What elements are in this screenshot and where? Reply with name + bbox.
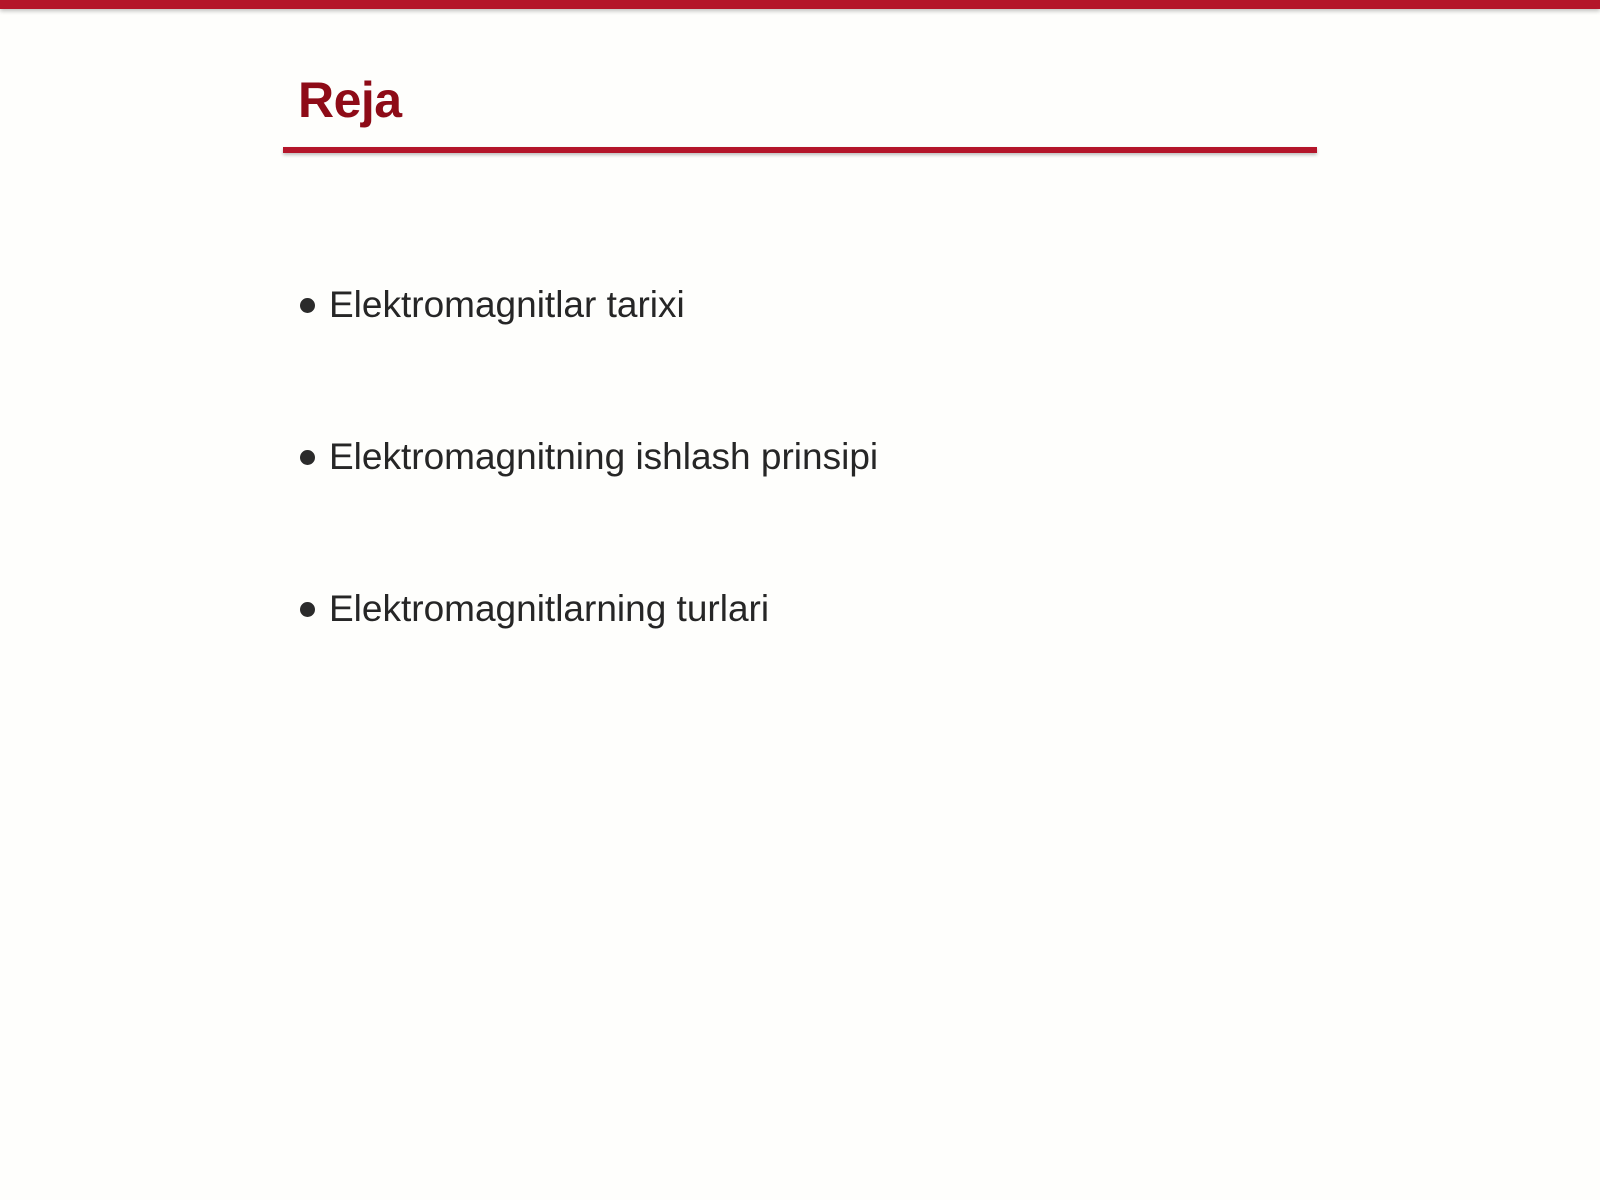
list-item <box>300 280 685 330</box>
bullet-text: Elektromagnitlarning turlari <box>329 588 770 629</box>
bullet-icon <box>300 298 315 313</box>
bullet-text: Elektromagnitlar tarixi <box>329 284 685 325</box>
bullet-text: Elektromagnitning ishlash prinsipi <box>329 436 879 477</box>
bullet-icon <box>300 450 315 465</box>
list-item <box>300 584 769 634</box>
top-accent-bar <box>0 0 1600 9</box>
slide-title: Reja <box>298 72 402 128</box>
title-underline <box>283 147 1317 153</box>
list-item <box>300 432 878 482</box>
bullet-icon <box>300 602 315 617</box>
